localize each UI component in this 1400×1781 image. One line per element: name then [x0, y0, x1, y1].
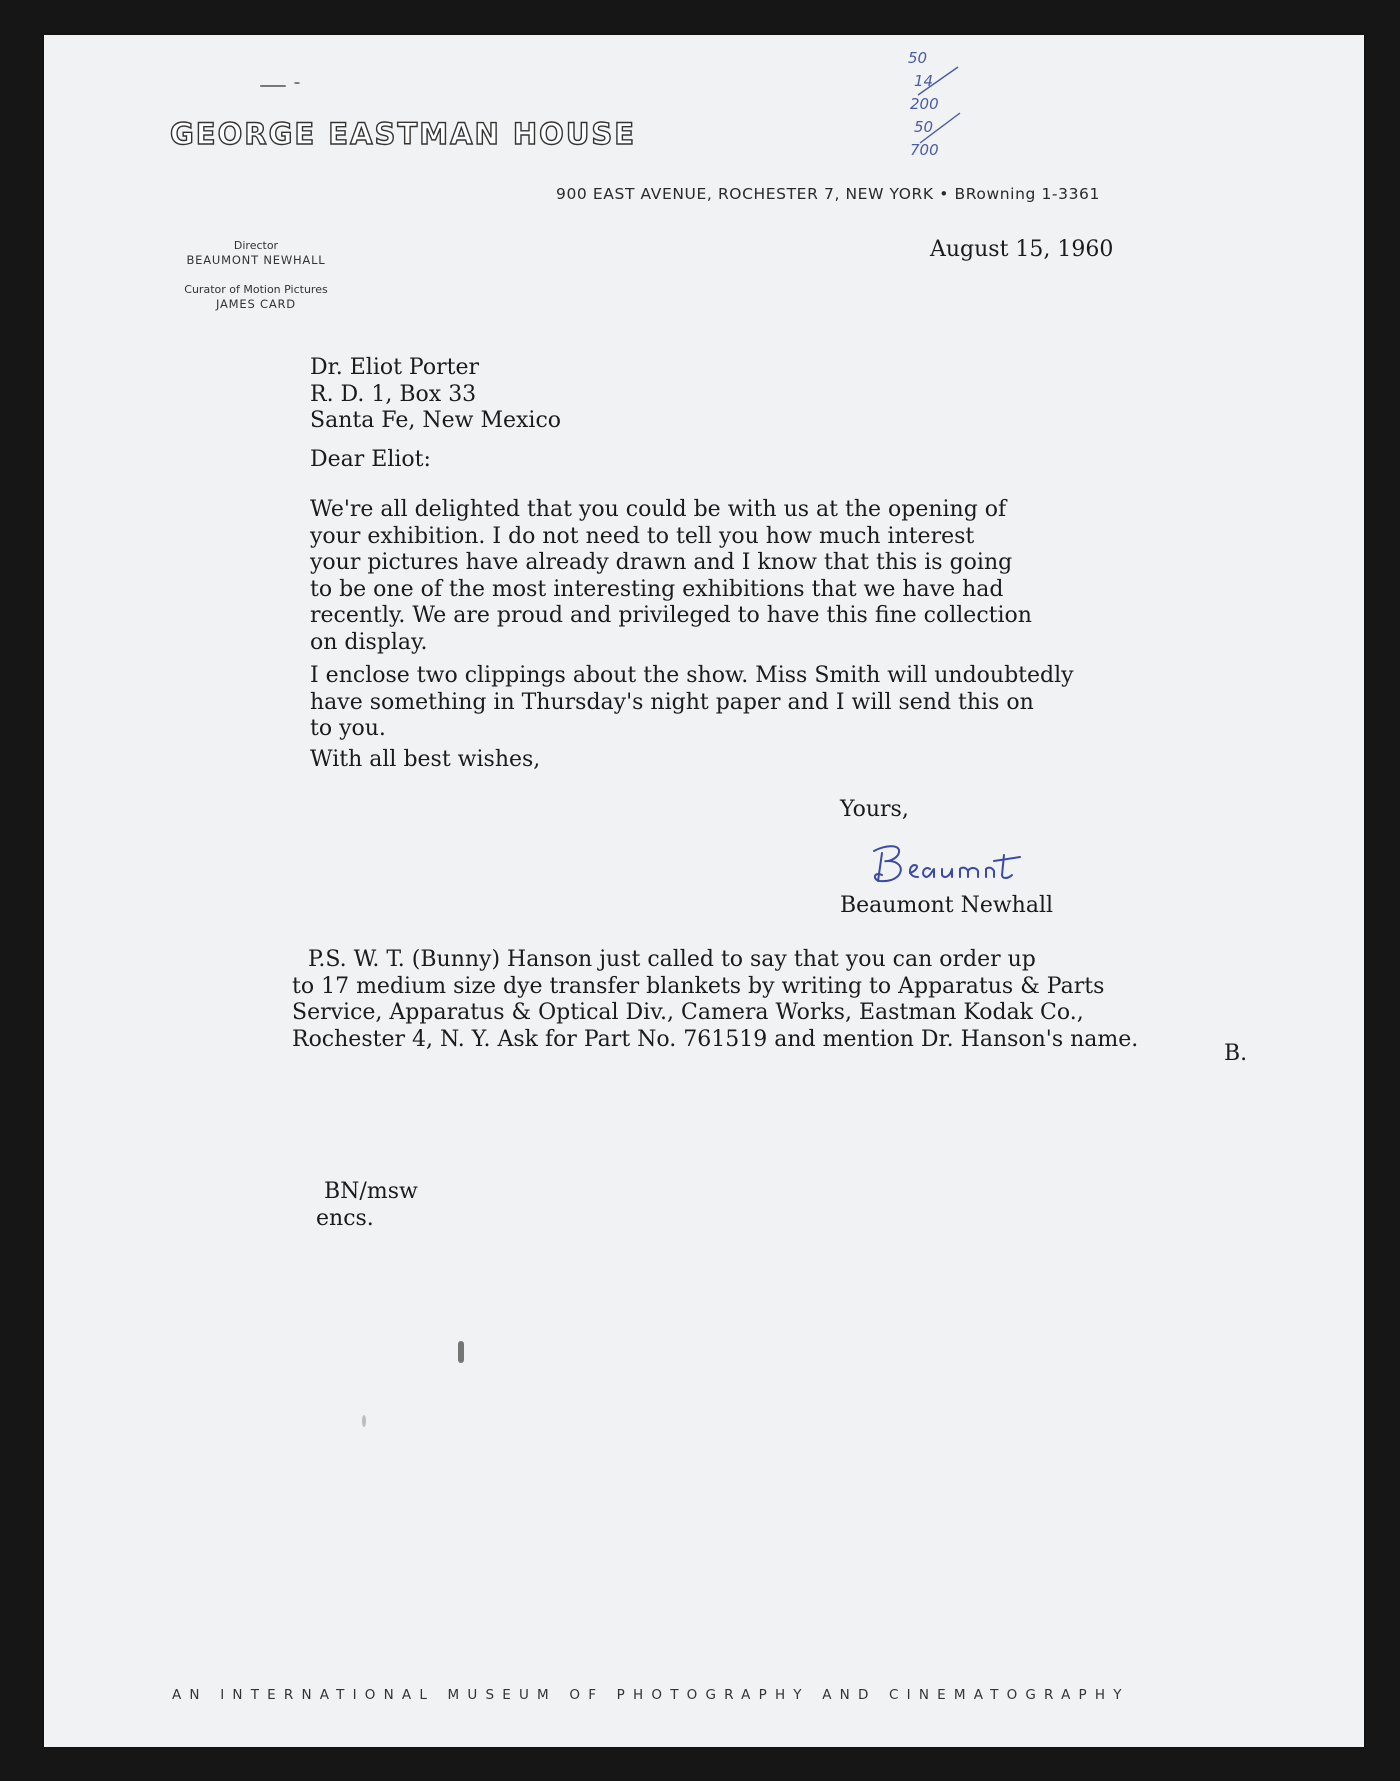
postscript-initial: B.	[1224, 1041, 1248, 1066]
text-line: on display.	[310, 629, 428, 655]
staff-role: Director	[233, 239, 279, 252]
stray-mark	[294, 82, 300, 84]
letterhead-title: GEORGE EASTMAN HOUSE	[170, 117, 637, 151]
letter-sheet	[44, 35, 1364, 1747]
closing-wishes: With all best wishes,	[310, 747, 541, 772]
margin-strokes	[910, 55, 970, 175]
address-line: Dr. Eliot Porter	[310, 355, 479, 380]
letter-date: August 15, 1960	[930, 237, 1114, 262]
ink-speck	[458, 1341, 464, 1363]
text-line: We're all delighted that you could be with us at the opening of	[310, 497, 1007, 522]
letterhead-footer: AN INTERNATIONAL MUSEUM OF PHOTOGRAPHY AND CINEMATOGRAPHY	[172, 1687, 1130, 1703]
text-line: to be one of the most interesting exhibitions that we have had	[310, 576, 1004, 602]
text-line: to you.	[310, 716, 386, 741]
staff-name: BEAUMONT NEWHALL	[186, 253, 326, 267]
signer-name: Beaumont Newhall	[840, 893, 1054, 918]
text-line: to 17 medium size dye transfer blankets by writing to Apparatus & Parts	[292, 973, 1105, 999]
letterhead-address: 900 EAST AVENUE, ROCHESTER 7, NEW YORK • BRowning 1-3361	[556, 185, 1100, 203]
salutation: Dear Eliot:	[310, 447, 431, 472]
text-line: your pictures have already drawn and I know that this is going	[310, 550, 1013, 575]
text-line: P.S. W. T. (Bunny) Hanson just called to say that you can order up	[308, 947, 1036, 972]
text-line: Service, Apparatus & Optical Div., Camera Works, Eastman Kodak Co.,	[292, 1000, 1084, 1025]
ink-speck	[362, 1415, 366, 1427]
staff-director	[156, 239, 356, 268]
handwritten-signature	[864, 831, 1034, 901]
body-paragraph-2	[310, 663, 1074, 743]
body-paragraph-1	[310, 497, 1032, 656]
text-line: have something in Thursday's night paper and I will send this on	[310, 689, 1034, 715]
handwritten-margin-note: 50 14 200 50 700	[908, 49, 939, 159]
reference-block	[316, 1179, 418, 1232]
address-line: Santa Fe, New Mexico	[310, 408, 562, 433]
valediction: Yours,	[840, 797, 909, 822]
text-line: your exhibition. I do not need to tell you how much interest	[310, 523, 975, 549]
text-line: Rochester 4, N. Y. Ask for Part No. 761519 and mention Dr. Hanson's name.	[292, 1026, 1139, 1052]
address-line: R. D. 1, Box 33	[310, 381, 477, 407]
staff-name: JAMES CARD	[216, 297, 296, 311]
reference-initials: BN/msw	[324, 1179, 418, 1204]
text-line: I enclose two clippings about the show. Miss Smith will undoubtedly	[310, 663, 1074, 688]
text-line: recently. We are proud and privileged to have this fine collection	[310, 603, 1032, 628]
staff-curator	[156, 283, 356, 312]
staff-role: Curator of Motion Pictures	[184, 283, 328, 296]
enclosures-note: encs.	[316, 1205, 374, 1231]
postscript	[292, 947, 1138, 1053]
recipient-address	[310, 355, 561, 435]
stray-mark	[260, 85, 286, 87]
